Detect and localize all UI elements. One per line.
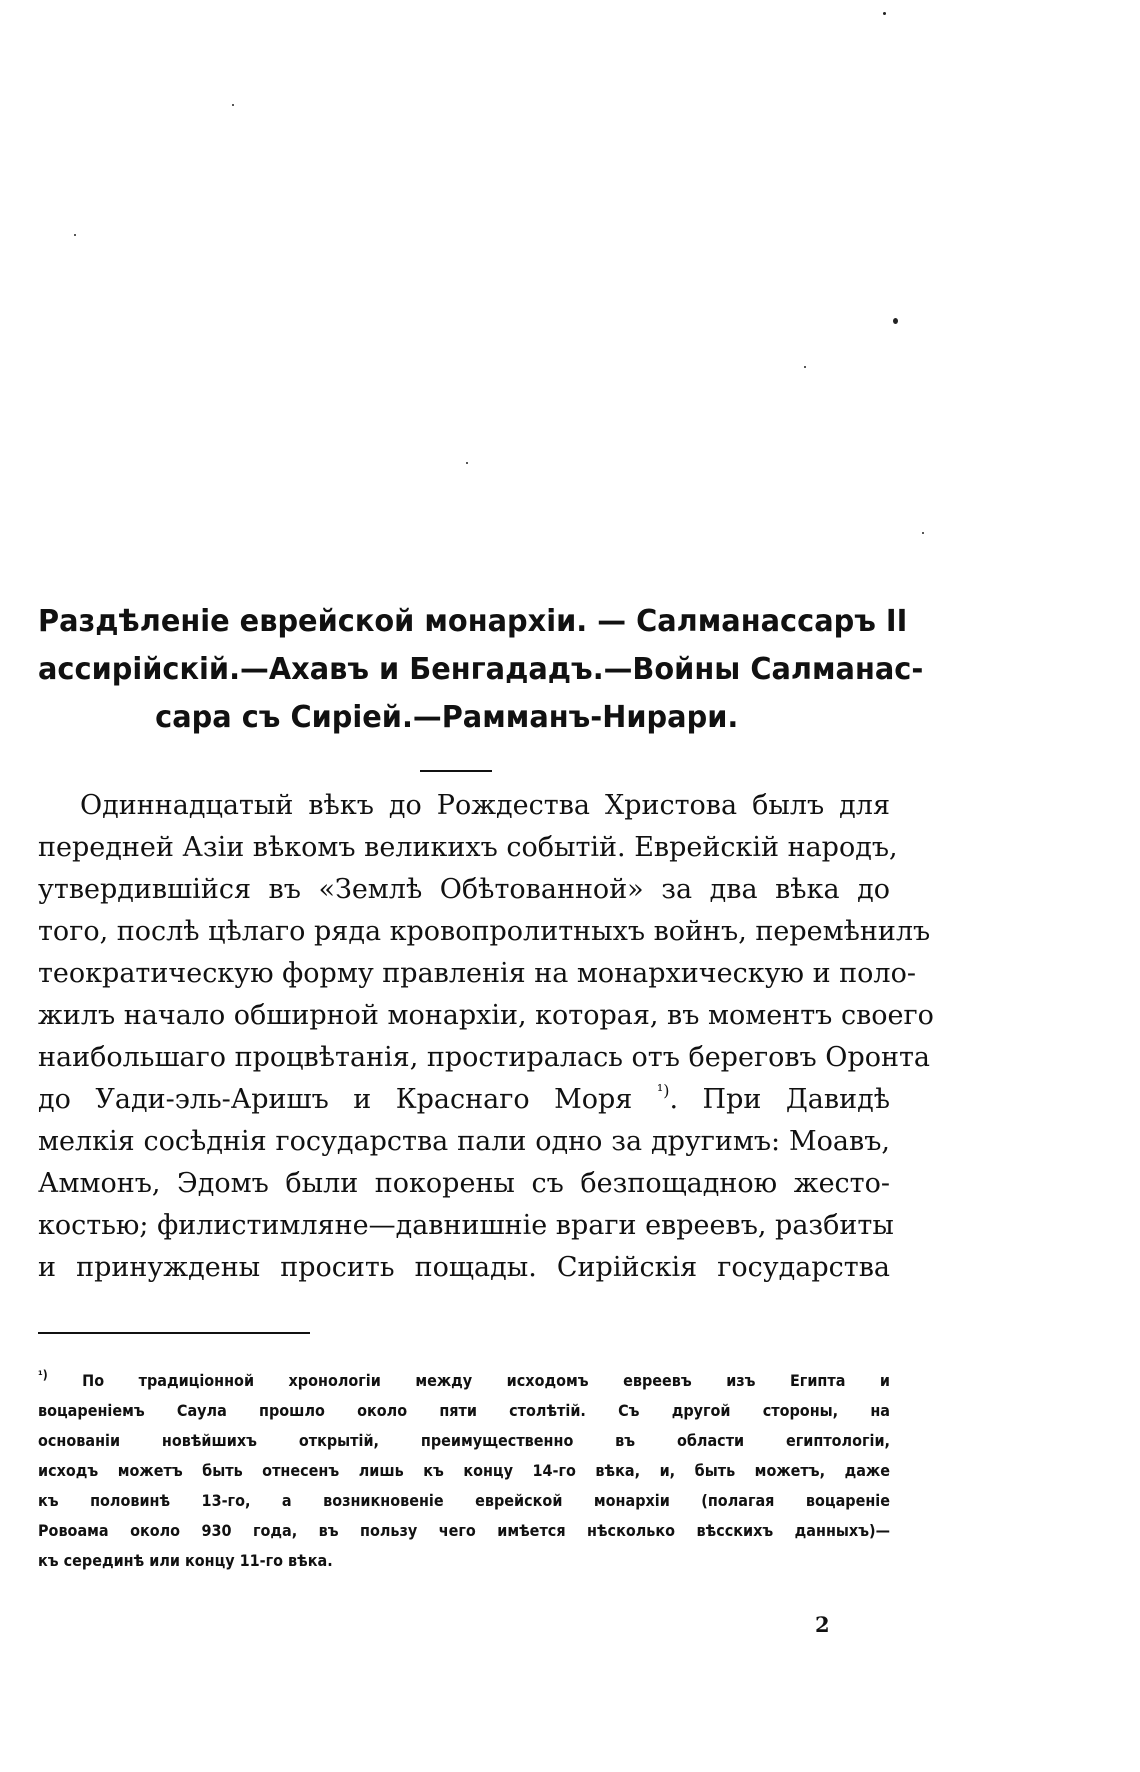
scan-speck bbox=[893, 318, 898, 324]
body-line: мелкія сосѣднія государства пали одно за другимъ: Моавъ, bbox=[38, 1126, 890, 1157]
body-line: наибольшаго процвѣтанія, простиралась отъ береговъ Оронта bbox=[38, 1042, 931, 1073]
footnote-line: Ровоама около 930 года, въ пользу чего имѣется нѣсколько вѣсскихъ данныхъ)— bbox=[38, 1521, 890, 1540]
footnote-marker: ¹) bbox=[38, 1368, 48, 1382]
footnote-line bbox=[38, 1366, 890, 1396]
footnote bbox=[38, 1366, 890, 1576]
heading-line-1: Раздѣленіе еврейской монархіи. — Салманассаръ II bbox=[38, 604, 908, 639]
scan-speck bbox=[922, 532, 924, 534]
body-line: жилъ начало обширной монархіи, которая, въ моментъ своего bbox=[38, 1000, 934, 1031]
heading-line-3: сара съ Сиріей.—Рамманъ-Нирари. bbox=[155, 700, 739, 735]
footnote-line: воцареніемъ Саула прошло около пяти столѣтій. Съ другой стороны, на bbox=[38, 1401, 890, 1420]
footnote-text: По традиціонной хронологіи между исходомъ евреевъ изъ Египта и bbox=[82, 1371, 890, 1390]
body-text-segment: . При Давидѣ bbox=[669, 1084, 890, 1115]
heading-divider bbox=[420, 770, 492, 772]
scan-speck bbox=[74, 234, 76, 236]
body-paragraph bbox=[38, 785, 934, 1289]
body-line: и принуждены просить пощады. Сирійскія государства bbox=[38, 1252, 890, 1283]
footnote-line: къ серединѣ или концу 11-го вѣка. bbox=[38, 1551, 333, 1570]
footnote-line: основаніи новѣйшихъ открытій, преимущественно въ области египтологіи, bbox=[38, 1431, 890, 1450]
chapter-heading bbox=[38, 598, 924, 742]
footnote-separator bbox=[38, 1332, 310, 1334]
body-line: костью; филистимляне—давнишніе враги евреевъ, разбиты bbox=[38, 1210, 894, 1241]
scan-speck bbox=[466, 462, 468, 464]
body-line: теократическую форму правленія на монархическую и поло- bbox=[38, 958, 916, 989]
body-line-with-footnote bbox=[38, 1079, 890, 1121]
body-text-segment: до Уади-эль-Аришъ и Краснаго Моря bbox=[38, 1084, 633, 1115]
footnote-line: къ половинѣ 13-го, а возникновеніе еврейской монархіи (полагая воцареніе bbox=[38, 1491, 890, 1510]
body-line: утвердившійся въ «Землѣ Обѣтованной» за два вѣка до bbox=[38, 874, 890, 905]
body-line: передней Азіи вѣкомъ великихъ событій. Еврейскій народъ, bbox=[38, 832, 898, 863]
heading-line-2: ассирійскій.—Ахавъ и Бенгададъ.—Войны Салманас- bbox=[38, 652, 924, 687]
body-line: того, послѣ цѣлаго ряда кровопролитныхъ войнъ, перемѣнилъ bbox=[38, 916, 931, 947]
footnote-line: исходъ можетъ быть отнесенъ лишь къ концу 14-го вѣка, и, быть можетъ, даже bbox=[38, 1461, 890, 1480]
scan-speck bbox=[232, 104, 234, 106]
scan-speck bbox=[883, 12, 886, 15]
body-line: Одиннадцатый вѣкъ до Рождества Христова былъ для bbox=[80, 790, 890, 821]
body-line: Аммонъ, Эдомъ были покорены съ безпощадною жесто- bbox=[38, 1168, 890, 1199]
footnote-reference[interactable]: ¹) bbox=[656, 1081, 670, 1100]
scan-speck bbox=[804, 366, 806, 368]
page-number: 2 bbox=[815, 1612, 830, 1637]
